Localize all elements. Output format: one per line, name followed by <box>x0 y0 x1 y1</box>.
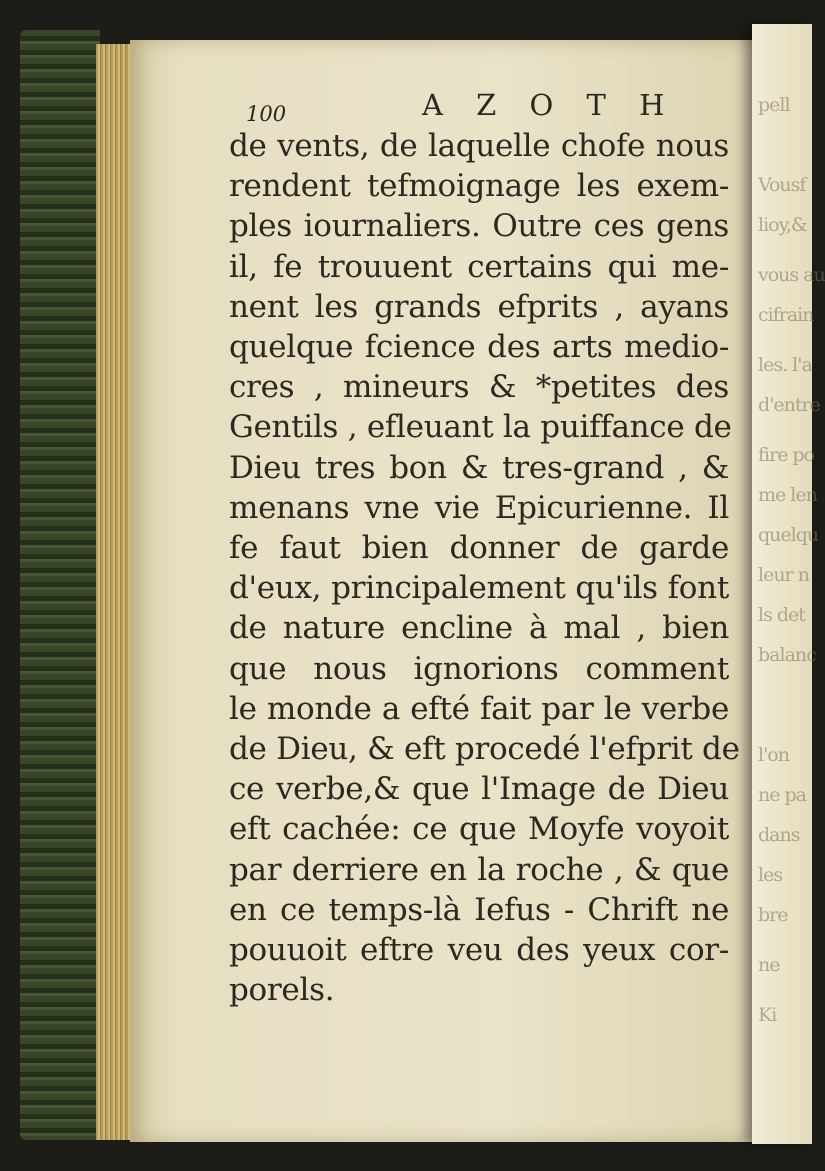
facing-page-edge: pell Vousf lioy,& vous au cifrain les. l'a d'entre fire po me len quelqu leur n ls det balanc l'on ne pa dans les bre ne Ki <box>752 24 812 1144</box>
text-line: de Dieu, & eft procedé l'efprit de <box>229 731 740 768</box>
text-line: cres , mineurs & *petites des <box>229 369 729 406</box>
running-head: A Z O T H <box>422 88 677 122</box>
text-line: d'eux, principalement qu'ils font <box>229 570 729 607</box>
body-text <box>229 126 740 1010</box>
text-line: il, fe trouuent certains qui me- <box>229 248 729 285</box>
page-number: 100 <box>246 102 287 126</box>
text-line: ples iournaliers. Outre ces gens <box>229 208 729 245</box>
text-line: quelque fcience des arts medio- <box>229 329 729 366</box>
text-line: eft cachée: ce que Moyfe voyoit <box>229 811 729 848</box>
text-line: Dieu tres bon & tres-grand , & <box>229 449 729 486</box>
text-line: en ce temps-là Iefus - Chrift ne <box>229 891 729 928</box>
text-line: fe faut bien donner de garde <box>229 530 729 567</box>
text-line: ce verbe,& que l'Image de Dieu <box>229 771 729 808</box>
page-header <box>246 88 716 128</box>
text-line: menans vne vie Epicurienne. Il <box>229 489 729 526</box>
text-line: de nature encline à mal , bien <box>229 610 729 647</box>
text-line: porels. <box>229 972 335 1009</box>
text-line: rendent tefmoignage les exem- <box>229 168 729 205</box>
text-line: le monde a efté fait par le verbe <box>229 690 729 727</box>
text-line: que nous ignorions comment <box>229 650 729 687</box>
text-line: Gentils , efleuant la puiffance de <box>229 409 732 446</box>
text-line: pouuoit eftre veu des yeux cor- <box>229 932 729 969</box>
book-binding <box>20 30 100 1140</box>
text-line: de vents, de laquelle chofe nous <box>229 128 729 164</box>
text-line: nent les grands efprits , ayans <box>229 288 729 325</box>
text-line: par derriere en la roche , & que <box>229 851 729 888</box>
